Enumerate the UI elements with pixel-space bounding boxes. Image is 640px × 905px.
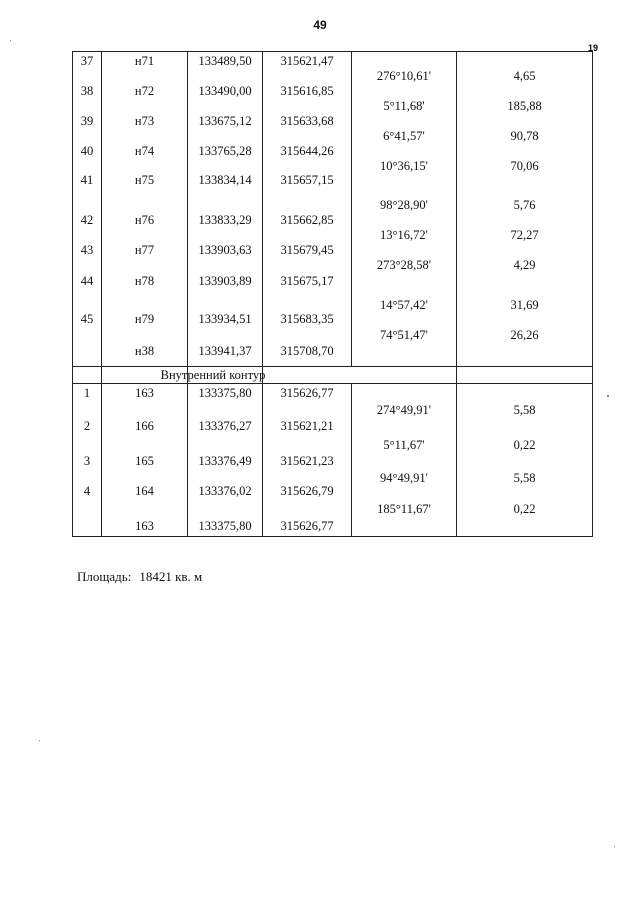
segment-length: 4,65 — [513, 69, 536, 83]
direction-angle: 273°28,58' — [376, 258, 432, 272]
row-divider — [73, 366, 592, 367]
segment-length: 5,58 — [513, 471, 536, 485]
segment-length: 0,22 — [513, 502, 536, 516]
column-divider — [456, 52, 457, 536]
direction-angle: 5°11,68' — [383, 99, 425, 113]
row-number: 38 — [80, 84, 94, 98]
row-number: 39 — [80, 114, 94, 128]
direction-angle: 6°41,57' — [383, 129, 425, 143]
direction-angle: 5°11,67' — [383, 438, 425, 452]
row-number: 40 — [80, 144, 94, 158]
sheet-number: 19 — [588, 43, 599, 53]
direction-angle: 185°11,67' — [377, 502, 431, 516]
y-coordinate: 315621,23 — [280, 454, 334, 468]
x-coordinate: 133375,80 — [198, 386, 252, 400]
x-coordinate: 133903,89 — [198, 274, 252, 288]
segment-length: 4,29 — [513, 258, 536, 272]
segment-length: 185,88 — [507, 99, 542, 113]
point-name: н79 — [134, 312, 155, 326]
y-coordinate: 315616,85 — [280, 84, 334, 98]
y-coordinate: 315657,15 — [280, 173, 334, 187]
row-divider — [73, 383, 592, 384]
x-coordinate: 133934,51 — [198, 312, 252, 326]
area-value: 18421 кв. м — [139, 569, 203, 584]
x-coordinate: 133941,37 — [198, 344, 252, 358]
point-name: н76 — [134, 213, 155, 227]
scan-speck — [607, 395, 609, 397]
segment-length: 26,26 — [510, 328, 539, 342]
segment-length: 5,76 — [513, 198, 536, 212]
segment-length: 90,78 — [510, 129, 539, 143]
row-number: 2 — [83, 419, 91, 433]
segment-length: 31,69 — [510, 298, 539, 312]
row-number: 4 — [83, 484, 91, 498]
y-coordinate: 315708,70 — [280, 344, 334, 358]
inner-contour-heading: Внутренний контур — [160, 368, 266, 382]
direction-angle: 14°57,42' — [380, 298, 428, 312]
row-number: 3 — [83, 454, 91, 468]
scan-speck — [10, 40, 11, 41]
point-name: н75 — [134, 173, 155, 187]
y-coordinate: 315644,26 — [280, 144, 334, 158]
segment-length: 0,22 — [513, 438, 536, 452]
x-coordinate: 133489,50 — [198, 54, 252, 68]
row-number: 45 — [80, 312, 94, 326]
point-name: н73 — [134, 114, 155, 128]
area-statement — [77, 569, 202, 585]
x-coordinate: 133490,00 — [198, 84, 252, 98]
x-coordinate: 133765,28 — [198, 144, 252, 158]
y-coordinate: 315679,45 — [280, 243, 334, 257]
direction-angle: 276°10,61' — [376, 69, 432, 83]
point-name: н72 — [134, 84, 155, 98]
x-coordinate: 133833,29 — [198, 213, 252, 227]
area-label: Площадь: — [77, 569, 132, 584]
segment-length: 70,06 — [510, 159, 539, 173]
y-coordinate: 315626,77 — [280, 386, 334, 400]
point-name: 163 — [135, 519, 154, 533]
direction-angle: 98°28,90' — [380, 198, 428, 212]
row-number: 37 — [80, 54, 94, 68]
y-coordinate: 315626,79 — [280, 484, 334, 498]
point-name: н38 — [134, 344, 155, 358]
segment-length: 72,27 — [510, 228, 539, 242]
y-coordinate: 315675,17 — [280, 274, 334, 288]
y-coordinate: 315633,68 — [280, 114, 334, 128]
y-coordinate: 315621,47 — [280, 54, 334, 68]
row-number: 1 — [83, 386, 91, 400]
row-number: 42 — [80, 213, 94, 227]
y-coordinate: 315626,77 — [280, 519, 334, 533]
x-coordinate: 133375,80 — [198, 519, 252, 533]
point-name: н77 — [134, 243, 155, 257]
segment-length: 5,58 — [513, 403, 536, 417]
x-coordinate: 133376,02 — [198, 484, 252, 498]
x-coordinate: 133834,14 — [198, 173, 252, 187]
direction-angle: 13°16,72' — [380, 228, 428, 242]
scan-speck — [39, 740, 40, 741]
coordinates-table — [72, 51, 593, 537]
point-name: 166 — [135, 419, 154, 433]
x-coordinate: 133376,27 — [198, 419, 252, 433]
scan-speck — [614, 846, 615, 847]
x-coordinate: 133376,49 — [198, 454, 252, 468]
x-coordinate: 133903,63 — [198, 243, 252, 257]
point-name: н74 — [134, 144, 155, 158]
point-name: 163 — [135, 386, 154, 400]
direction-angle: 274°49,91' — [376, 403, 432, 417]
row-number: 41 — [80, 173, 94, 187]
direction-angle: 10°36,15' — [380, 159, 428, 173]
y-coordinate: 315683,35 — [280, 312, 334, 326]
page-number: 49 — [313, 18, 327, 32]
direction-angle: 74°51,47' — [380, 328, 428, 342]
y-coordinate: 315662,85 — [280, 213, 334, 227]
direction-angle: 94°49,91' — [380, 471, 428, 485]
row-number: 44 — [80, 274, 94, 288]
point-name: 165 — [135, 454, 154, 468]
x-coordinate: 133675,12 — [198, 114, 252, 128]
point-name: н78 — [134, 274, 155, 288]
row-number: 43 — [80, 243, 94, 257]
point-name: н71 — [134, 54, 155, 68]
point-name: 164 — [135, 484, 154, 498]
y-coordinate: 315621,21 — [280, 419, 334, 433]
